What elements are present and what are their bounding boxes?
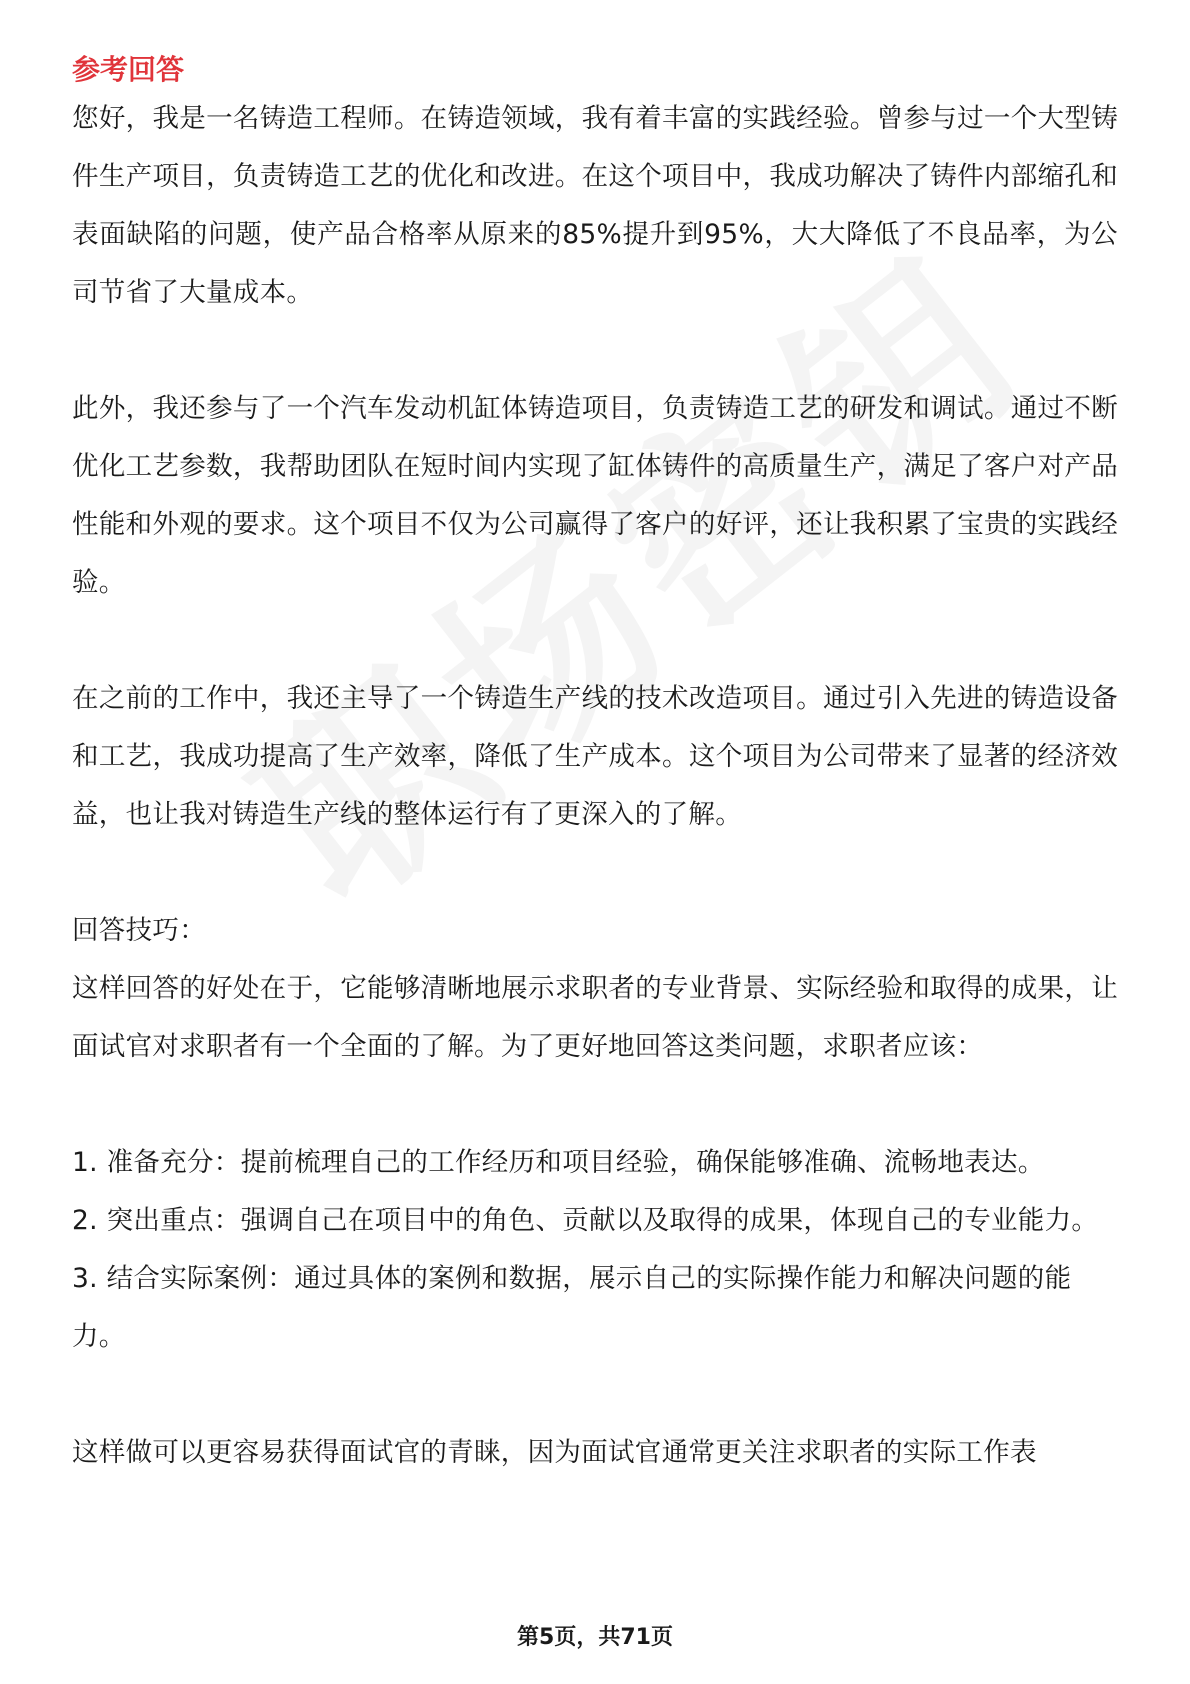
paragraph-engine-project: 此外，我还参与了一个汽车发动机缸体铸造项目，负责铸造工艺的研发和调试。通过不断优化工艺参数，我帮助团队在短时间内实现了缸体铸件的高质量生产，满足了客户对产品性能和外观的要求。这个项目不仅为公司赢得了客户的好评，还让我积累了宝贵的实践经验。 (72, 393, 1118, 598)
paragraph-gap (72, 1076, 1118, 1134)
paragraph-gap (72, 1366, 1118, 1424)
page-number: 第5页，共71页 (517, 1625, 673, 1650)
tips-list (72, 1134, 1118, 1366)
tips-title: 回答技巧： (72, 915, 206, 946)
paragraph-gap (72, 612, 1118, 670)
paragraph-conclusion: 这样做可以更容易获得面试官的青睐，因为面试官通常更关注求职者的实际工作表 (72, 1437, 1037, 1468)
paragraph-line-upgrade: 在之前的工作中，我还主导了一个铸造生产线的技术改造项目。通过引入先进的铸造设备和工艺，我成功提高了生产效率，降低了生产成本。这个项目为公司带来了显著的经济效益，也让我对铸造生产线的整体运行有了更深入的了解。 (72, 683, 1118, 830)
content-area (72, 50, 1118, 1482)
paragraph-intro: 您好，我是一名铸造工程师。在铸造领域，我有着丰富的实践经验。曾参与过一个大型铸件生产项目，负责铸造工艺的优化和改进。在这个项目中，我成功解决了铸件内部缩孔和表面缺陷的问题，使产品合格率从原来的85%提升到95%，大大降低了不良品率，为公司节省了大量成本。 (72, 103, 1118, 308)
paragraph-gap (72, 322, 1118, 380)
paragraph-tips: 这样回答的好处在于，它能够清晰地展示求职者的专业背景、实际经验和取得的成果，让面试官对求职者有一个全面的了解。为了更好地回答这类问题，求职者应该： (72, 973, 1118, 1062)
list-item: 3. 结合实际案例：通过具体的案例和数据，展示自己的实际操作能力和解决问题的能力。 (72, 1263, 1072, 1352)
section-heading: 参考回答 (72, 53, 185, 86)
list-item: 1. 准备充分：提前梳理自己的工作经历和项目经验，确保能够准确、流畅地表达。 (72, 1147, 1045, 1178)
paragraph-gap (72, 844, 1118, 902)
list-item: 2. 突出重点：强调自己在项目中的角色、贡献以及取得的成果，体现自己的专业能力。 (72, 1205, 1099, 1236)
